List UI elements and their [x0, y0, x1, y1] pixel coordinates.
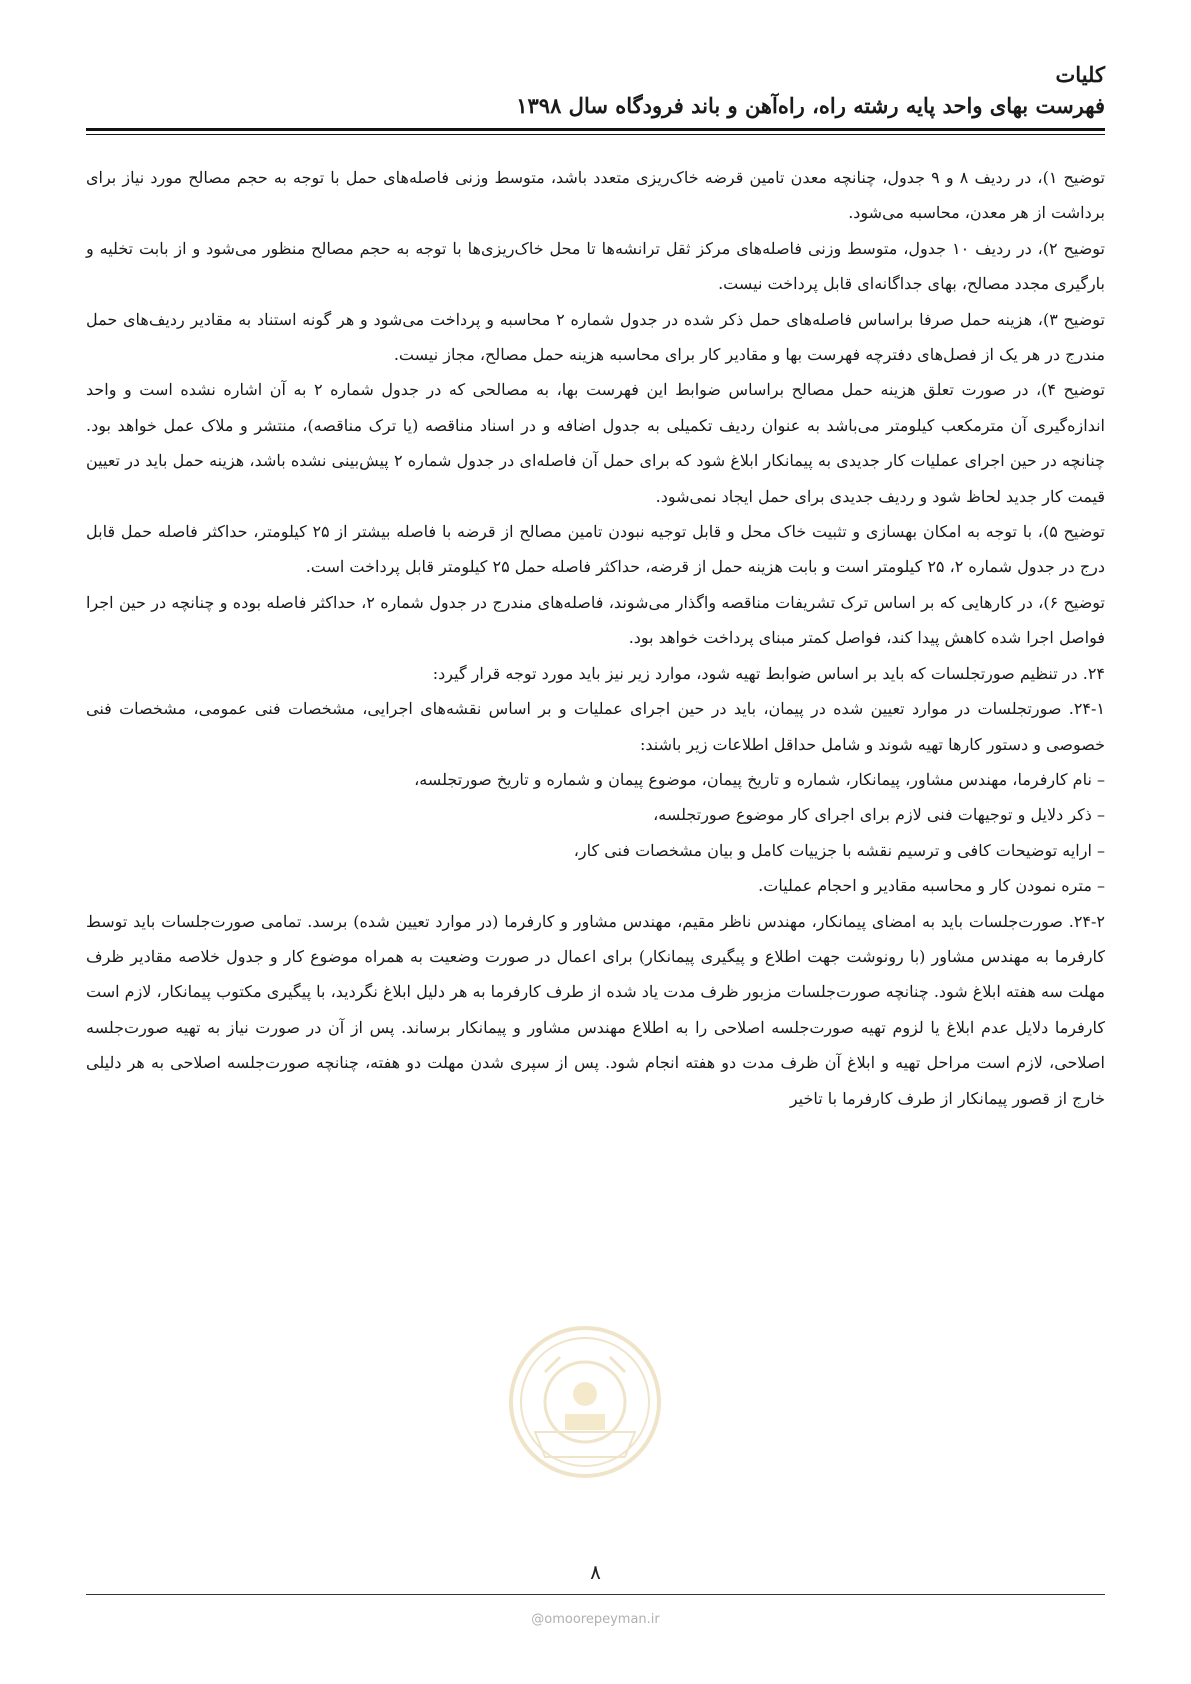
- section-title: کلیات: [1055, 62, 1105, 87]
- note-5: توضیح ۵)، با توجه به امکان بهسازی و تثبیت خاک محل و قابل توجیه نبودن تامین مصالح از قرضه با فاصله بیشتر از ۲۵ کیلومتر، حداکثر فاصله حمل قابل درج در جدول شماره ۲، ۲۵ کیلومتر است و بابت هزینه حمل از قرضه، حداکثر فاصله حمل ۲۵ کیلومتر قابل پرداخت است.: [86, 522, 1106, 577]
- footer-rule: [86, 1594, 1105, 1595]
- list-item: – ارایه توضیحات کافی و ترسیم نقشه با جزییات کامل و بیان مشخصات فنی کار،: [573, 840, 1105, 860]
- header-rule-thin: [86, 134, 1105, 135]
- document-title: فهرست بهای واحد پایه رشته راه، راه‌آهن و باند فرودگاه سال ۱۳۹۸: [516, 93, 1105, 118]
- list-item: – ذکر دلایل و توجیهات فنی لازم برای اجرای کار موضوع صورتجلسه،: [653, 805, 1105, 825]
- clause-24-1: ۲۴-۱. صورتجلسات در موارد تعیین شده در پیمان، باید در حین اجرای عملیات و بر اساس نقشه‌های اجرایی، مشخصات فنی عمومی، مشخصات فنی خصوصی و دستور کارها تهیه شوند و شامل حداقل اطلاعات زیر باشند:: [86, 699, 1106, 754]
- page-header: [86, 60, 1105, 122]
- list-item: – نام کارفرما، مهندس مشاور، پیمانکار، شماره و تاریخ پیمان، موضوع پیمان و شماره و تاریخ صورتجلسه،: [414, 769, 1105, 789]
- list-item: – متره نمودن کار و محاسبه مقادیر و احجام عملیات.: [758, 876, 1105, 896]
- note-1: توضیح ۱)، در ردیف ۸ و ۹ جدول، چنانچه معدن تامین قرضه خاک‌ریزی متعدد باشد، متوسط وزنی فاصله‌های حمل با توجه به حجم مصالح مورد نیاز برای برداشت از هر معدن، محاسبه می‌شود.: [86, 168, 1105, 223]
- clause-24: ۲۴. در تنظیم صورتجلسات که باید بر اساس ضوابط تهیه شود، موارد زیر نیز باید مورد توجه قرار گیرد:: [432, 663, 1105, 683]
- note-3: توضیح ۳)، هزینه حمل صرفا براساس فاصله‌های حمل ذکر شده در جدول شماره ۲ محاسبه و پرداخت می‌شود و هر گونه استناد به مقادیر ردیف‌های حمل مندرج در هر یک از فصل‌های دفترچه فهرست بها و مقادیر کار برای محاسبه هزینه حمل مصالح، مجاز نیست.: [86, 309, 1106, 365]
- page-number: ۸: [590, 1560, 601, 1584]
- footer-site-watermark: @omoorepeyman.ir: [531, 1612, 660, 1627]
- note-2: توضیح ۲)، در ردیف ۱۰ جدول، متوسط وزنی فاصله‌های مرکز ثقل ترانشه‌ها تا محل خاک‌ریزی‌ها با توجه به حجم مصالح منظور می‌شود و از بابت تخلیه و بارگیری مجدد مصالح، بهای جداگانه‌ای قابل پرداخت نیست.: [86, 238, 1106, 294]
- header-rule-thick: [86, 128, 1105, 131]
- watermark-seal-icon: [505, 1322, 665, 1482]
- note-6: توضیح ۶)، در کارهایی که بر اساس ترک تشریفات مناقصه واگذار می‌شوند، فاصله‌های مندرج در جدول شماره ۲، حداکثر فاصله بوده و چنانچه در حین اجرا فواصل اجرا شده کاهش پیدا کند، فواصل کمتر مبنای پرداخت خواهد بود.: [86, 592, 1106, 648]
- note-4: توضیح ۴)، در صورت تعلق هزینه حمل مصالح براساس ضوابط این فهرست بها، به مصالحی که در جدول شماره ۲ به آن اشاره نشده است و واحد اندازه‌گیری آن مترمکعب کیلومتر می‌باشد به عنوان ردیف تکمیلی به جدول اضافه و در اسناد مناقصه (یا ترک مناقصه)، منتشر و ملاک عمل خواهد بود. چنانچه در حین اجرای عملیات کار جدیدی به پیمانکار ابلاغ شود که برای حمل آن فاصله‌ای در جدول شماره ۲ پیش‌بینی نشده باشد، هزینه حمل باید در تعیین قیمت کار جدید لحاظ شود و ردیف جدیدی برای حمل ایجاد نمی‌شود.: [86, 380, 1106, 506]
- clause-24-2: ۲۴-۲. صورت‌جلسات باید به امضای پیمانکار، مهندس ناظر مقیم، مهندس مشاور و کارفرما (در موارد تعیین شده) برسد. تمامی صورت‌جلسات باید توسط کارفرما به مهندس مشاور (با رونوشت جهت اطلاع و پیگیری پیمانکار) برای اعمال در صورت وضعیت به همراه موضوع کار و جدول خلاصه مقادیر ظرف مهلت سه هفته ابلاغ شود. چنانچه صورت‌جلسات مزبور ظرف مدت یاد شده از طرف کارفرما به هر دلیل ابلاغ نگردید، با پیگیری مکتوب پیمانکار، لازم است کارفرما دلایل عدم ابلاغ یا لزوم تهیه صورت‌جلسه اصلاحی را به اطلاع مهندس مشاور و پیمانکار برساند. پس از آن در صورت نیاز به تهیه صورت‌جلسه اصلاحی، لازم است مراحل تهیه و ابلاغ آن ظرف مدت دو هفته انجام شود. پس از سپری شدن مهلت دو هفته، چنانچه صورت‌جلسه اصلاحی به هر دلیلی خارج از قصور پیمانکار از طرف کارفرما با تاخیر: [86, 911, 1106, 1108]
- body-text: [86, 160, 1105, 1116]
